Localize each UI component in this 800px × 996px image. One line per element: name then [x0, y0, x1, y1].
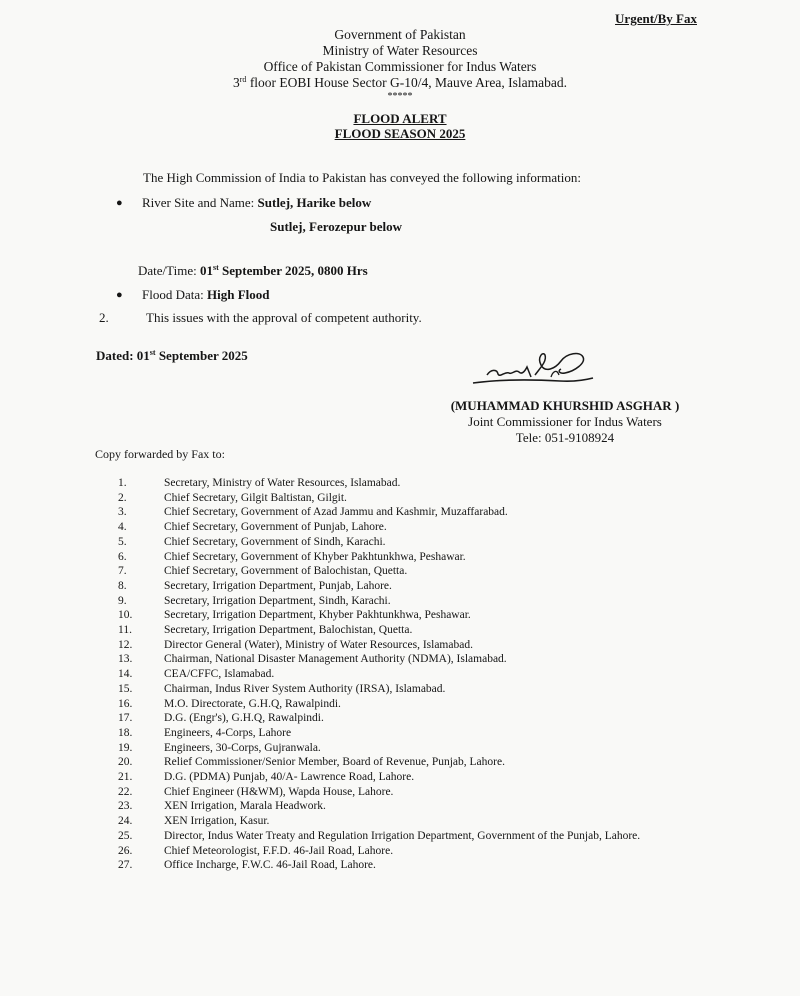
datetime-sup: st [213, 263, 219, 272]
list-item [118, 755, 678, 770]
list-item-number: 2. [118, 491, 127, 504]
list-item-number: 26. [118, 844, 133, 857]
letterhead [0, 27, 800, 103]
list-item-text: Chief Secretary, Government of Khyber Pakhtunkhwa, Peshawar. [164, 550, 466, 563]
dated-day: 01 [136, 348, 150, 363]
river-site-row-2 [270, 219, 402, 235]
list-item-number: 17. [118, 712, 133, 725]
list-item [118, 579, 678, 594]
list-item-number: 3. [118, 506, 127, 519]
list-item-text: Chief Secretary, Government of Punjab, Lahore. [164, 521, 387, 534]
dated-line [96, 348, 248, 364]
list-item [118, 476, 678, 491]
list-item-number: 12. [118, 638, 133, 651]
dated-sup: st [149, 348, 156, 357]
alert-title: FLOOD ALERT [353, 111, 447, 126]
datetime-label: Date/Time: [138, 263, 200, 278]
dated-label: Dated: [96, 348, 137, 363]
signatory-block [400, 398, 730, 446]
header-address-rest: floor EOBI House Sector G-10/4, Mauve Area, Islamabad. [246, 75, 567, 90]
signatory-name: (MUHAMMAD KHURSHID ASGHAR ) [450, 398, 680, 413]
header-address-floor: 3 [233, 75, 240, 90]
list-item-text: Secretary, Irrigation Department, Balochistan, Quetta. [164, 624, 413, 637]
list-item-text: CEA/CFFC, Islamabad. [164, 668, 275, 681]
river-site-row [116, 195, 371, 211]
list-item-number: 1. [118, 477, 127, 489]
list-item [118, 844, 678, 859]
list-item [118, 505, 678, 520]
datetime-value [200, 263, 368, 278]
list-item [118, 491, 678, 506]
list-item-number: 22. [118, 785, 133, 798]
copy-list [118, 476, 678, 873]
river-site-1: Sutlej, Harike below [257, 195, 372, 210]
list-item-number: 4. [118, 521, 127, 534]
list-item-text: Relief Commissioner/Senior Member, Board of Revenue, Punjab, Lahore. [164, 756, 505, 769]
list-item [118, 652, 678, 667]
header-address-sup: rd [239, 75, 247, 84]
list-item [118, 564, 678, 579]
alert-season: FLOOD SEASON 2025 [334, 126, 466, 141]
flood-data-label: Flood Data: [142, 287, 207, 302]
list-item-number: 27. [118, 859, 133, 872]
datetime-row [138, 263, 368, 279]
datetime-day: 01 [200, 263, 213, 278]
list-item-text: Secretary, Irrigation Department, Sindh, Karachi. [164, 594, 391, 607]
list-item-text: XEN Irrigation, Kasur. [164, 815, 270, 828]
list-item [118, 535, 678, 550]
list-item-text: Chief Meteorologist, F.F.D. 46-Jail Road, Lahore. [164, 844, 394, 857]
alert-title-block [0, 111, 800, 141]
list-item-text: Engineers, 4-Corps, Lahore [164, 726, 292, 739]
header-office: Office of Pakistan Commissioner for Indus Waters [263, 59, 537, 74]
urgent-label: Urgent/By Fax [615, 11, 697, 26]
signatory-title: Joint Commissioner for Indus Waters [468, 414, 662, 429]
intro-text: The High Commission of India to Pakistan has conveyed the following information: [143, 170, 581, 185]
list-item-text: Director, Indus Water Treaty and Regulation Irrigation Department, Government of the Punjab, Lahore. [164, 829, 641, 842]
list-item-text: Secretary, Irrigation Department, Khyber Pakhtunkhwa, Peshawar. [164, 609, 471, 622]
list-item-text: Office Incharge, F.W.C. 46-Jail Road, Lahore. [164, 859, 376, 872]
list-item [118, 799, 678, 814]
river-site-2: Sutlej, Ferozepur below [270, 219, 403, 234]
list-item [118, 594, 678, 609]
list-item [118, 726, 678, 741]
list-item-number: 6. [118, 550, 127, 563]
list-item-number: 19. [118, 741, 133, 754]
list-item-number: 10. [118, 609, 133, 622]
river-site-label: River Site and Name: [142, 195, 258, 210]
list-item-number: 14. [118, 668, 133, 681]
list-item-text: Engineers, 30-Corps, Gujranwala. [164, 741, 321, 754]
list-item-number: 18. [118, 726, 133, 739]
list-item [118, 608, 678, 623]
list-item-text: Chairman, Indus River System Authority (IRSA), Islamabad. [164, 682, 446, 695]
list-item [118, 638, 678, 653]
list-item-number: 24. [118, 815, 133, 828]
list-item-text: Chairman, National Disaster Management Authority (NDMA), Islamabad. [164, 653, 507, 666]
paragraph-2 [99, 310, 422, 326]
list-item-number: 8. [118, 579, 127, 592]
flood-data-row [116, 287, 270, 303]
list-item [118, 667, 678, 682]
list-item-text: Director General (Water), Ministry of Water Resources, Islamabad. [164, 638, 473, 651]
bullet-icon: ● [116, 197, 123, 209]
header-ministry: Ministry of Water Resources [322, 43, 478, 58]
list-item-number: 16. [118, 697, 133, 710]
list-item [118, 682, 678, 697]
paragraph-2-text: This issues with the approval of competent authority. [146, 310, 422, 325]
list-item [118, 741, 678, 756]
list-item [118, 785, 678, 800]
signatory-tel: Tele: 051-9108924 [515, 430, 615, 445]
list-item-number: 21. [118, 771, 133, 784]
header-stars: ***** [387, 91, 413, 102]
paragraph-2-number: 2. [99, 310, 109, 325]
list-item-text: Secretary, Ministry of Water Resources, Islamabad. [164, 477, 401, 489]
flood-data-value: High Flood [207, 287, 270, 302]
list-item [118, 623, 678, 638]
list-item-text: D.G. (Engr's), G.H.Q, Rawalpindi. [164, 712, 324, 725]
bullet-icon: ● [116, 289, 123, 301]
list-item [118, 711, 678, 726]
copy-heading: Copy forwarded by Fax to: [95, 447, 225, 461]
list-item [118, 697, 678, 712]
list-item-text: M.O. Directorate, G.H.Q, Rawalpindi. [164, 697, 341, 710]
list-item-number: 23. [118, 800, 133, 813]
list-item [118, 829, 678, 844]
header-address [0, 75, 800, 91]
dated-rest: September 2025 [155, 348, 248, 363]
list-item-number: 20. [118, 756, 133, 769]
list-item-text: D.G. (PDMA) Punjab, 40/A- Lawrence Road, Lahore. [164, 771, 415, 784]
list-item-text: Chief Secretary, Gilgit Baltistan, Gilgit. [164, 491, 347, 504]
list-item-number: 25. [118, 829, 133, 842]
list-item-number: 15. [118, 682, 133, 695]
datetime-rest: September 2025, 0800 Hrs [218, 263, 368, 278]
signature-image [465, 347, 600, 389]
list-item-number: 11. [118, 624, 132, 637]
list-item [118, 550, 678, 565]
list-item [118, 520, 678, 535]
list-item [118, 770, 678, 785]
list-item-text: Chief Secretary, Government of Azad Jammu and Kashmir, Muzaffarabad. [164, 506, 508, 519]
list-item-text: Chief Secretary, Government of Sindh, Karachi. [164, 535, 386, 548]
list-item-number: 5. [118, 535, 127, 548]
list-item-text: Secretary, Irrigation Department, Punjab, Lahore. [164, 579, 392, 592]
list-item-number: 9. [118, 594, 127, 607]
list-item-text: Chief Engineer (H&WM), Wapda House, Lahore. [164, 785, 394, 798]
list-item-number: 7. [118, 565, 127, 578]
list-item-text: XEN Irrigation, Marala Headwork. [164, 800, 326, 813]
list-item-text: Chief Secretary, Government of Balochistan, Quetta. [164, 565, 408, 578]
list-item [118, 858, 678, 873]
list-item [118, 814, 678, 829]
header-government: Government of Pakistan [334, 27, 466, 42]
list-item-number: 13. [118, 653, 133, 666]
